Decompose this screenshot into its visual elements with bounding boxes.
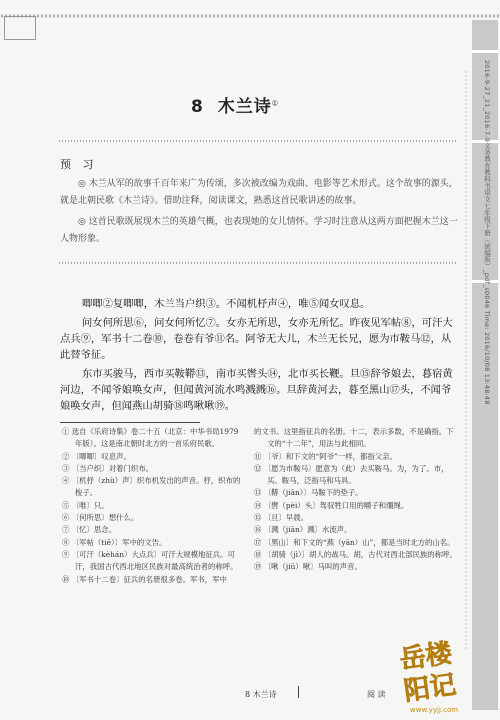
footer-section-label: 阅 读	[367, 690, 386, 699]
poem-paragraph: 问女何所思⑥，问女何所忆⑦。女亦无所思，女亦无所忆。昨夜见军帖⑧，可汗大点兵⑨，军书十二卷⑩，卷卷有爷⑪名。阿爷无大儿，木兰无长兄，愿为市鞍马⑫，从此替爷征。	[60, 317, 453, 361]
footnote: ⑲ 〔啾（jiū）啾〕马叫的声音。	[254, 562, 362, 572]
print-metadata: 2016-9-27_21_2016-7-9义务教育教科书语文七年级下册（统编版）_pdf_s0046 Time: 2016/10/08 13:48:48	[483, 60, 491, 405]
footnote: ⑦ 〔忆〕思念。	[62, 525, 117, 535]
scan-side-border	[463, 70, 469, 650]
footnote: ⑨ 〔可汗（kèhán）大点兵〕可汗大规模地征兵。可汗，我国古代西北地区民族对最高统治者的称呼。	[62, 549, 238, 572]
svg-text:阳记: 阳记	[402, 669, 458, 707]
svg-text:岳楼: 岳楼	[398, 638, 454, 676]
preview-heading: 预 习	[60, 158, 98, 171]
footnote: ⑱ 〔胡骑（jì）〕胡人的战马。胡，古代对西北部民族的称呼。	[254, 549, 457, 559]
footer-page-label: 8 木兰诗	[245, 690, 277, 699]
lesson-title	[0, 92, 470, 117]
dotted-divider	[58, 262, 458, 264]
footnote: 的文书。这里指征兵的名册。十二，表示多数，不是确指。下文的“十二年”，用法与此相同。	[254, 427, 454, 449]
watermark-logo	[398, 638, 468, 716]
poem-paragraph: 东市买骏马，西市买鞍鞯⑬，南市买辔头⑭，北市买长鞭。旦⑮辞爷娘去，暮宿黄河边，不闻爷娘唤女声，但闻黄河流水鸣溅溅⑯。旦辞黄河去，暮至黑山⑰头，不闻爷娘唤女声，但闻燕山胡骑⑱鸣啾啾⑲。	[60, 368, 453, 412]
title-footnote-mark: ①	[271, 99, 279, 108]
footnotes-left	[62, 426, 244, 586]
corner-box	[4, 16, 36, 40]
preview-section	[60, 176, 458, 252]
footnote: ① 选自《乐府诗集》卷二十五（北京：中华书局1979年版）。这是南北朝时北方的一首乐府民歌。	[62, 427, 239, 449]
footnotes-right	[254, 426, 459, 574]
footnote: ② 〔唧唧〕叹息声。	[62, 451, 131, 461]
poem-body	[60, 296, 460, 417]
footnote: ⑰ 〔黑山〕和下文的“燕（yān）山”，都是当时北方的山名。	[254, 537, 455, 547]
footnote: ⑮ 〔旦〕早晨。	[254, 513, 309, 523]
footnote: ⑬ 〔鞯（jiān）〕马鞍下的垫子。	[254, 488, 363, 498]
footnote: ⑯ 〔溅（jiān）溅〕水流声。	[254, 525, 352, 535]
footnote: ④ 〔机杼（zhù）声〕织布机发出的声音。杼，织布的梭子。	[62, 476, 241, 498]
scan-top-border	[0, 12, 500, 20]
footnote: ⑧ 〔军帖（tiě）〕军中的文告。	[62, 537, 167, 547]
footnote: ⑪ 〔爷〕和下文的“阿爷”一样，都指父亲。	[254, 451, 397, 461]
footer-divider	[298, 686, 299, 698]
preview-paragraph: ◎ 这首民歌既展现木兰的英雄气概，也表现她的女儿情怀。学习时注意从这两方面把握木兰这一人物形象。	[60, 217, 458, 244]
footnote-separator	[60, 422, 200, 423]
footnote: ⑥ 〔何所思〕想什么。	[62, 513, 139, 523]
watermark-url: www.yyjj.com	[410, 706, 459, 714]
footnote: ③ 〔当户织〕对着门织布。	[62, 463, 154, 473]
poem-paragraph: 唧唧②复唧唧，木兰当户织③。不闻机杼声④，唯⑤闻女叹息。	[82, 298, 371, 310]
footnote: ⑩ 〔军书十二卷〕征兵的名册很多卷。军书，军中	[62, 574, 227, 584]
footnote: ⑤ 〔唯〕只。	[62, 500, 109, 510]
lesson-name: 木兰诗	[217, 97, 272, 117]
footnote: ⑫ 〔愿为市鞍马〕愿意为（此）去买鞍马。为，为了。市，买。鞍马，泛指马和马具。	[254, 463, 449, 486]
lesson-number: 8	[191, 97, 204, 117]
preview-paragraph: ◎ 木兰从军的故事千百年来广为传颂，多次被改编为戏曲、电影等艺术形式。这个故事的源头，就是北朝民歌《木兰诗》。借助注释，阅读课文，熟悉这首民歌讲述的故事。	[60, 179, 458, 206]
dotted-divider	[58, 140, 458, 142]
footnote: ⑭ 〔辔（pèi）头〕驾驭牲口用的嚼子和缰绳。	[254, 500, 409, 510]
